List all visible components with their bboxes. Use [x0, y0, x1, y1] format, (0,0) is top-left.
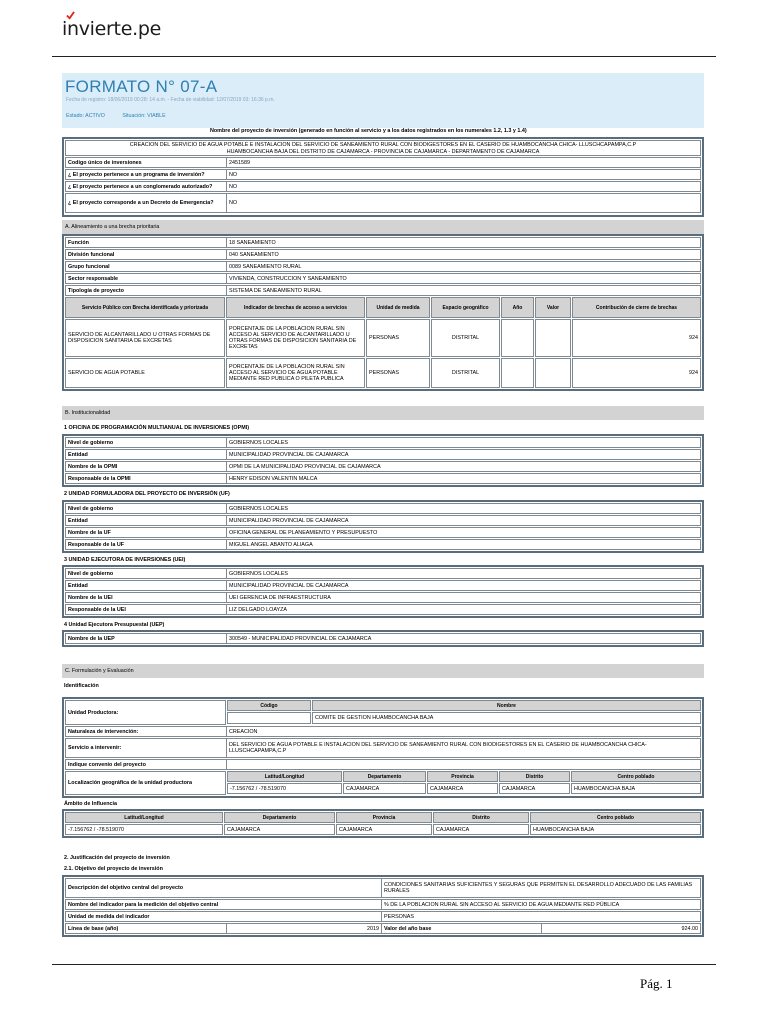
loc-table: [227, 771, 701, 795]
gap-header-cell: Año: [501, 297, 534, 318]
linea-base-value: 2019: [227, 924, 382, 933]
ambito-header: [65, 812, 701, 823]
ambito-header-cell: Provincia: [336, 812, 432, 823]
loc-latlon: -7.156762 / -78.519070: [227, 783, 342, 794]
opmi-box: [62, 434, 704, 487]
row-value: % DE LA POBLACION RURAL SIN ACCESO AL SERVICIO DE AGUA MEDIANTE RED PÚBLICA: [384, 901, 620, 908]
gap-header-cell: Contribución de cierre de brechas: [572, 297, 701, 318]
row-label: Unidad de medida del indicador: [66, 912, 382, 921]
logo-check-icon: [66, 11, 75, 20]
project-name-line1: CREACION DEL SERVICIO DE AGUA POTABLE E INSTALACION DEL SERVICIO DE SANEAMIENTO RURAL CON BIODIGESTORES EN EL CASERIO DE HUAMBOCANCHA CHICA- LLUSCHCAPAMPA,C.P: [129, 141, 637, 148]
row-value: CREACION: [229, 728, 258, 735]
logo-text: invierte.pe: [62, 18, 161, 40]
row-value: 18 SANEAMIENTO: [229, 239, 276, 246]
row-value: MUNICIPALIDAD PROVINCIAL DE CAJAMARCA: [229, 582, 349, 589]
naturaleza-row: [65, 726, 701, 737]
gap-row: [65, 358, 701, 388]
estado-value: ACTIVO: [85, 113, 105, 119]
estado-label: Estado:: [66, 113, 84, 119]
row-label: Grupo funcional: [66, 262, 227, 271]
row-value: NO: [229, 183, 238, 190]
alignment-row: [65, 237, 701, 248]
opmi-row: [65, 473, 701, 484]
row-label: Nivel de gobierno: [66, 504, 227, 513]
row-value: 0089 SANEAMIENTO RURAL: [229, 263, 302, 270]
nombre-header: Nombre: [312, 700, 701, 711]
ambito-departamento: CAJAMARCA: [224, 824, 335, 835]
section-b-title: B. Institucionalidad: [62, 406, 704, 420]
loc-header-cell: Provincia: [427, 771, 498, 782]
uei-row: [65, 604, 701, 615]
up-label-cell: [65, 700, 226, 725]
row-value: 2451589: [229, 159, 250, 166]
gap-header-cell: Unidad de medida: [366, 297, 430, 318]
linea-base-row: [65, 923, 701, 934]
gap-servicio: SERVICIO DE ALCANTARILLADO U OTRAS FORMAS DE DISPOSICION SANITARIA DE EXCRETAS: [65, 319, 225, 357]
row-label: Nombre de la OPMI: [66, 462, 227, 471]
row-label: Responsable de la OPMI: [66, 474, 227, 483]
page-title: FORMATO N° 07-A: [65, 77, 218, 96]
row-value: UEI GERENCIA DE INFRAESTRUCTURA: [229, 594, 331, 601]
gap-header-cell: Indicador de brechas de acceso a servicios: [226, 297, 365, 318]
valor-base-value: 924.00: [681, 925, 698, 932]
project-box: [62, 137, 704, 217]
loc-header-cell: Latitud/Longitud: [227, 771, 342, 782]
row-label: Responsable de la UEI: [66, 605, 227, 614]
row-label: Nombre de la UEI: [66, 593, 227, 602]
alignment-row: [65, 285, 701, 296]
gap-espacio: DISTRITAL: [431, 358, 500, 388]
loc-provincia: CAJAMARCA: [427, 783, 498, 794]
row-label: Indique convenio del proyecto: [66, 760, 227, 769]
gap-unidad: PERSONAS: [366, 358, 430, 388]
row-value: HENRY EDISON VALENTIN MALCA: [229, 475, 318, 482]
row-label: Nombre de la UF: [66, 528, 227, 537]
gap-header-cell: Espacio geográfico: [431, 297, 500, 318]
codigo-header: Código: [227, 700, 311, 711]
project-row: [65, 181, 701, 192]
row-value: SISTEMA DE SANEAMIENTO RURAL: [229, 287, 322, 294]
codigo-value: [227, 712, 311, 724]
uep-caption: 4 Unidad Ejecutora Presupuestal (UEP): [64, 622, 165, 628]
gap-anio: [501, 358, 534, 388]
up-header: [227, 700, 701, 711]
row-label: ¿ El proyecto corresponde a un Decreto de Emergencia?: [66, 194, 227, 212]
row-label: División funcional: [66, 250, 227, 259]
row-label: Nivel de gobierno: [66, 569, 227, 578]
row-label: Naturaleza de intervención:: [66, 727, 227, 736]
header-divider: [52, 56, 716, 57]
objetivo-row: [65, 899, 701, 910]
project-row: [65, 157, 701, 168]
loc-header: [227, 771, 701, 782]
uf-row: [65, 527, 701, 538]
nombre-value: COMITE DE GESTION HUAMBOCANCHA BAJA: [312, 712, 701, 724]
project-row: [65, 169, 701, 180]
row-label: Tipología de proyecto: [66, 286, 227, 295]
section-c-title: C. Formulación y Evaluación: [62, 664, 704, 678]
loc-row: [227, 783, 701, 794]
loc-header-cell: Distrito: [499, 771, 570, 782]
ambito-centro-poblado: HUAMBOCANCHA BAJA: [530, 824, 701, 835]
identificacion-box: [62, 697, 704, 798]
convenio-row: [65, 759, 701, 770]
row-value: MUNICIPALIDAD PROVINCIAL DE CAJAMARCA: [229, 451, 349, 458]
objetivo-row: [65, 878, 701, 898]
row-value: OPMI DE LA MUNICIPALIDAD PROVINCIAL DE CAJAMARCA: [229, 463, 381, 470]
gap-unidad: PERSONAS: [366, 319, 430, 357]
ambito-row: [65, 824, 701, 835]
identificacion-caption: Identificación: [64, 683, 99, 689]
loc-centro-poblado: HUAMBOCANCHA BAJA: [571, 783, 701, 794]
row-label: Descripción del objetivo central del proyecto: [66, 879, 382, 897]
ambito-header-cell: Distrito: [433, 812, 529, 823]
ambito-provincia: CAJAMARCA: [336, 824, 432, 835]
uei-row: [65, 580, 701, 591]
page-number: Pág. 1: [640, 976, 673, 991]
project-name-caption: Nombre del proyecto de inversión (generado en función al servicio y a los datos registrados en los numerales 1.2, 1.3 y 1.4): [210, 128, 527, 134]
row-label: Responsable de la UF: [66, 540, 227, 549]
opmi-row: [65, 437, 701, 448]
gap-contribucion: 924: [572, 319, 701, 357]
row-value: DEL SERVICIO DE AGUA POTABLE E INSTALACION DEL SERVICIO DE SANEAMIENTO RURAL CON BIODIGESTORES EN EL CASERIO DE HUAMBOCANCHA CHICA- LLUSCHCAPAMPA,C.P: [229, 742, 647, 754]
gap-valor: [535, 319, 571, 357]
status-line: [66, 113, 182, 119]
row-label: Entidad: [66, 450, 227, 459]
project-name-row: [65, 140, 701, 156]
gap-espacio: DISTRITAL: [431, 319, 500, 357]
gap-contribucion: 924: [572, 358, 701, 388]
ambito-distrito: CAJAMARCA: [433, 824, 529, 835]
row-value: GOBIERNOS LOCALES: [229, 439, 289, 446]
gap-header-cell: Valor: [535, 297, 571, 318]
row-value: MUNICIPALIDAD PROVINCIAL DE CAJAMARCA: [229, 517, 349, 524]
up-codigo-nombre: [227, 700, 701, 725]
opmi-row: [65, 449, 701, 460]
uf-box: [62, 500, 704, 553]
footer-divider: [52, 964, 716, 965]
gap-servicio: SERVICIO DE AGUA POTABLE: [65, 358, 225, 388]
gap-valor: [535, 358, 571, 388]
uf-row: [65, 539, 701, 550]
row-label: Nombre del indicador para la medición del objetivo central: [66, 900, 382, 909]
objetivo-row: [65, 911, 701, 922]
row-value: 040 SANEAMIENTO: [229, 251, 279, 258]
row-value: GOBIERNOS LOCALES: [229, 505, 289, 512]
loc-header-cell: Centro poblado: [571, 771, 701, 782]
row-label: ¿ El proyecto pertenece a un programa de inversión?: [66, 170, 227, 179]
gap-indicador: PORCENTAJE DE LA POBLACION RURAL SIN ACCESO AL SERVICIO DE AGUA POTABLE MEDIANTE RED PUBLICA O PILETA PUBLICA: [226, 358, 365, 388]
situacion-label: Situación:: [122, 113, 146, 119]
ambito-caption: Ámbito de Influencia: [64, 801, 118, 807]
loc-label-cell: [65, 771, 226, 795]
uep-box: [62, 630, 704, 647]
project-row: [65, 193, 701, 213]
uei-caption: 3 UNIDAD EJECUTORA DE INVERSIONES (UEI): [64, 557, 186, 563]
row-value: 300549 - MUNICIPALIDAD PROVINCIAL DE CAJAMARCA: [229, 635, 372, 642]
objetivo-subtitle: 2.1. Objetivo del proyecto de inversión: [64, 866, 163, 872]
row-label: Función: [66, 238, 227, 247]
opmi-row: [65, 461, 701, 472]
unidad-productora-block: [65, 700, 701, 725]
row-label: Codigo único de inversiones: [66, 158, 227, 167]
row-value: OFICINA GENERAL DE PLANEAMIENTO Y PRESUPUESTO: [229, 529, 378, 536]
row-value: CONDICIONES SANITARIAS SUFICIENTES Y SEGURAS QUE PERMITEN EL DESARROLLO ADECUADO DE LAS FAMILIAS RURALES: [384, 882, 693, 894]
row-label: Entidad: [66, 516, 227, 525]
loc-header-cell: Departamento: [343, 771, 426, 782]
justificacion-title: 2. Justificación del proyecto de inversión: [64, 855, 170, 861]
format-header: [62, 73, 704, 128]
up-values: [227, 712, 701, 724]
row-label: Entidad: [66, 581, 227, 590]
uep-row: [65, 633, 701, 644]
alignment-row: [65, 261, 701, 272]
ambito-header-cell: Latitud/Longitud: [65, 812, 223, 823]
situacion-value: VIABLE: [147, 113, 166, 119]
uei-row: [65, 592, 701, 603]
row-value: VIVIENDA, CONSTRUCCION Y SANEAMIENTO: [229, 275, 347, 282]
alignment-row: [65, 249, 701, 260]
registration-dates: Fecha de registro: 18/06/2019 00:28: 14 a.m. - Fecha de viabilidad: 12/07/2019 03: 16:36 p.m.: [66, 97, 275, 103]
row-label: Servicio a intervenir:: [66, 739, 227, 757]
gap-header-cell: Servicio Público con Brecha identificada y priorizada: [65, 297, 225, 318]
alignment-row: [65, 273, 701, 284]
gap-table-header: [65, 297, 701, 318]
objetivo-box: [62, 875, 704, 937]
uei-row: [65, 568, 701, 579]
section-a-box: [62, 234, 704, 391]
section-a-title: A. Alineamiento a una brecha prioritaria: [62, 220, 704, 234]
project-name-line2: HUAMBOCANCHA BAJA DEL DISTRITO DE CAJAMARCA - PROVINCIA DE CAJAMARCA - DEPARTAMENTO DE CAJAMARCA: [226, 148, 540, 155]
gap-anio: [501, 319, 534, 357]
row-label: Sector responsable: [66, 274, 227, 283]
servicio-row: [65, 738, 701, 758]
row-label: Nombre de la UEP: [66, 634, 227, 643]
row-value: NO: [229, 200, 238, 206]
row-label: Nivel de gobierno: [66, 438, 227, 447]
valor-base-label: Valor del año base: [382, 924, 542, 933]
row-label: ¿ El proyecto pertenece a un conglomerado autorizado?: [66, 182, 227, 191]
row-value: NO: [229, 171, 238, 178]
row-value: [227, 760, 700, 769]
invierte-logo: [62, 18, 161, 40]
loc-label: Localización geográfica de la unidad productora: [68, 780, 193, 786]
row-value: MIGUEL ANGEL ABANTO ALIAGA: [229, 541, 313, 548]
uf-row: [65, 515, 701, 526]
opmi-caption: 1 OFICINA DE PROGRAMACIÓN MULTIANUAL DE INVERSIONES (OPMI): [64, 425, 249, 431]
row-label: Línea de base (año): [66, 924, 227, 933]
row-value: GOBIERNOS LOCALES: [229, 570, 289, 577]
ambito-header-cell: Centro poblado: [530, 812, 701, 823]
ambito-latlon: -7.156762 / -78.519070: [65, 824, 223, 835]
up-label: Unidad Productora:: [68, 709, 119, 716]
ambito-header-cell: Departamento: [224, 812, 335, 823]
loc-distrito: CAJAMARCA: [499, 783, 570, 794]
uei-box: [62, 565, 704, 618]
gap-row: [65, 319, 701, 357]
uf-caption: 2 UNIDAD FORMULADORA DEL PROYECTO DE INVERSIÓN (UF): [64, 491, 230, 497]
localizacion-block: [65, 771, 701, 795]
gap-indicador: PORCENTAJE DE LA POBLACION RURAL SIN ACCESO AL SERVICIO DE ALCANTARILLADO U OTRAS FORMAS DE DISPOSICION SANITARIA DE EXCRETAS: [226, 319, 365, 357]
row-value: LIZ DELGADO LOAYZA: [229, 606, 288, 613]
row-value: PERSONAS: [384, 913, 414, 920]
ambito-box: [62, 809, 704, 838]
loc-departamento: CAJAMARCA: [343, 783, 426, 794]
uf-row: [65, 503, 701, 514]
